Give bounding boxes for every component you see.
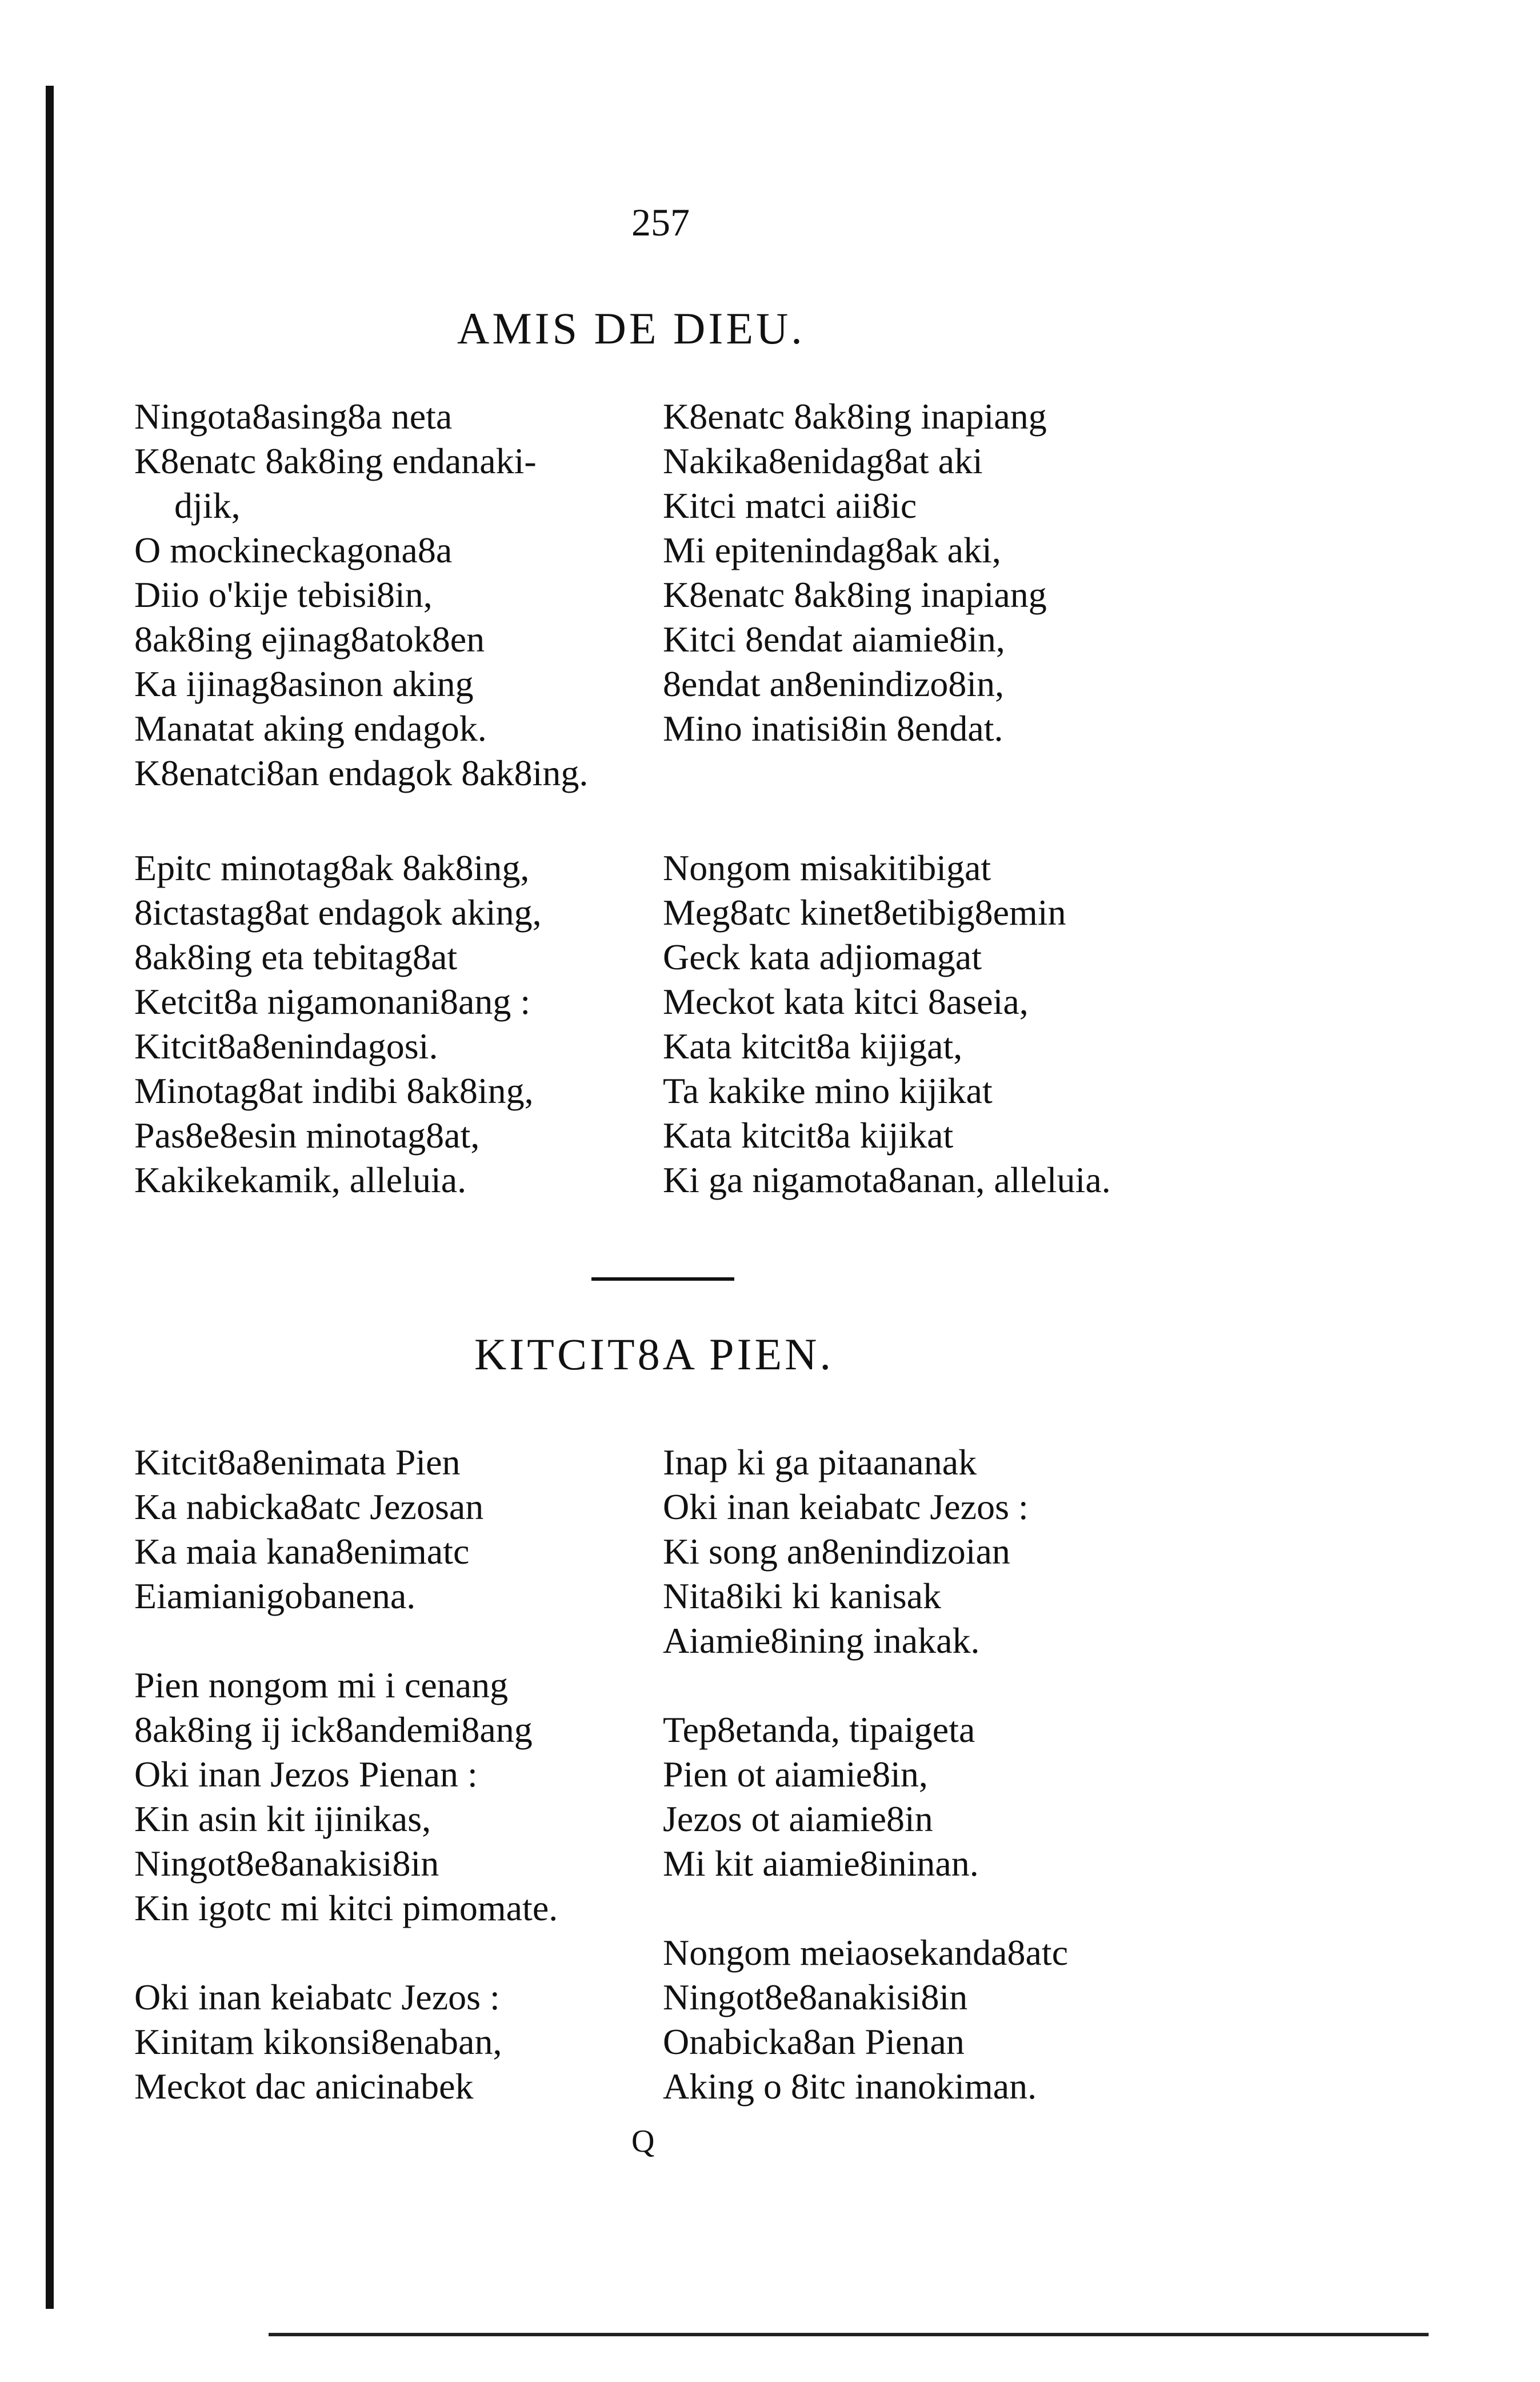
hymn1-stanza1-right-line-8: Mino inatisi8in 8endat. [663, 708, 1003, 749]
hymn1-stanza2-right-line-5: Kata kitcit8a kijigat, [663, 1026, 963, 1066]
hymn2-right-line-11 [663, 1886, 1068, 1931]
hymn2-left-line-5 [134, 1618, 558, 1663]
hymn2-right-line-14: Onabicka8an Pienan [663, 2021, 965, 2062]
hymn2-left-line-2: Ka nabicka8atc Jezosan [134, 1486, 484, 1527]
hymn1-stanza1-left-line-6: 8ak8ing ejinag8atok8en [134, 619, 485, 660]
page-number: 257 [631, 201, 690, 244]
hymn2-right-line-2: Oki inan keiabatc Jezos : [663, 1486, 1029, 1527]
hymn1-stanza2-right-line-7: Kata kitcit8a kijikat [663, 1115, 954, 1156]
hymn1-stanza2-right-line-3: Geck kata adjiomagat [663, 937, 982, 977]
hymn2-left-column [134, 1440, 558, 2109]
hymn2-left-line-10: Ningot8e8anakisi8in [134, 1843, 439, 1884]
hymn2-left-line-13: Oki inan keiabatc Jezos : [134, 1977, 500, 2017]
hymn1-stanza1-right-line-6: Kitci 8endat aiamie8in, [663, 619, 1005, 660]
hymn2-left-line-6: Pien nongom mi i cenang [134, 1665, 509, 1705]
hymn1-stanza1-left-line-5: Diio o'kije tebisi8in, [134, 574, 433, 615]
hymn1-stanza2-right-line-8: Ki ga nigamota8anan, alleluia. [663, 1160, 1111, 1200]
hymn2-left-line-12 [134, 1931, 558, 1975]
hymn2-right-line-7: Tep8etanda, tipaigeta [663, 1709, 975, 1750]
hymn1-stanza1-left-line-8: Manatat aking endagok. [134, 708, 487, 749]
section-title-amis-de-dieu: AMIS DE DIEU. [457, 303, 805, 353]
hymn2-right-line-3: Ki song an8enindizoian [663, 1531, 1010, 1572]
hymn1-stanza2-left-line-7: Pas8e8esin minotag8at, [134, 1115, 480, 1156]
bottom-rule [269, 2333, 1429, 2336]
hymn1-stanza2-right-line-1: Nongom misakitibigat [663, 848, 991, 888]
hymn2-left-line-11: Kin igotc mi kitci pimomate. [134, 1888, 558, 1928]
section-divider [591, 1277, 734, 1281]
hymn1-stanza2-left-line-6: Minotag8at indibi 8ak8ing, [134, 1070, 534, 1111]
hymn2-right-line-12: Nongom meiaosekanda8atc [663, 1932, 1069, 1973]
hymn1-stanza2-left-line-8: Kakikekamik, alleluia. [134, 1160, 467, 1200]
hymn2-right-line-1: Inap ki ga pitaananak [663, 1442, 977, 1482]
hymn1-stanza2-left-line-5: Kitcit8a8enindagosi. [134, 1026, 438, 1066]
hymn1-stanza1-left-column [134, 394, 588, 796]
hymn1-stanza2-right-line-2: Meg8atc kinet8etibig8emin [663, 892, 1066, 933]
hymn1-stanza2-right-line-4: Meckot kata kitci 8aseia, [663, 981, 1029, 1022]
hymn2-right-line-5: Aiamie8ining inakak. [663, 1620, 980, 1661]
section-title-kitcit8a-pien: KITCIT8A PIEN. [474, 1329, 834, 1379]
binding-edge [46, 86, 54, 2309]
hymn1-stanza2-left-column [134, 846, 542, 1202]
hymn2-left-line-3: Ka maia kana8enimatc [134, 1531, 470, 1572]
signature-mark: Q [631, 2124, 655, 2159]
hymn2-left-line-1: Kitcit8a8enimata Pien [134, 1442, 461, 1482]
hymn1-stanza1-left-line-2: K8enatc 8ak8ing endanaki- [134, 441, 537, 481]
hymn1-stanza1-right-column [663, 394, 1047, 751]
hymn1-stanza2-right-line-6: Ta kakike mino kijikat [663, 1070, 993, 1111]
hymn1-stanza1-left-line-3: djik, [174, 485, 241, 526]
hymn2-left-line-7: 8ak8ing ij ick8andemi8ang [134, 1709, 533, 1750]
hymn1-stanza2-left-line-4: Ketcit8a nigamonani8ang : [134, 981, 531, 1022]
hymn1-stanza2-left-line-3: 8ak8ing eta tebitag8at [134, 937, 458, 977]
hymn1-stanza1-left-line-4: O mockineckagona8a [134, 530, 453, 570]
hymn1-stanza1-right-line-3: Kitci matci aii8ic [663, 485, 917, 526]
hymn2-right-line-15: Aking o 8itc inanokiman. [663, 2066, 1037, 2107]
hymn1-stanza1-right-line-7: 8endat an8enindizo8in, [663, 664, 1005, 704]
hymn2-right-line-10: Mi kit aiamie8ininan. [663, 1843, 979, 1884]
hymn2-right-line-6 [663, 1663, 1068, 1708]
hymn2-right-line-13: Ningot8e8anakisi8in [663, 1977, 968, 2017]
hymn2-right-column [663, 1440, 1068, 2109]
hymn1-stanza2-right-column [663, 846, 1111, 1202]
hymn1-stanza1-right-line-2: Nakika8enidag8at aki [663, 441, 983, 481]
hymn1-stanza1-right-line-4: Mi epitenindag8ak aki, [663, 530, 1001, 570]
hymn1-stanza1-left-line-1: Ningota8asing8a neta [134, 396, 453, 437]
hymn2-right-line-4: Nita8iki ki kanisak [663, 1576, 942, 1616]
hymn2-left-line-4: Eiamianigobanena. [134, 1576, 416, 1616]
hymn1-stanza1-left-line-7: Ka ijinag8asinon aking [134, 664, 474, 704]
hymn1-stanza2-left-line-1: Epitc minotag8ak 8ak8ing, [134, 848, 530, 888]
hymn2-right-line-9: Jezos ot aiamie8in [663, 1799, 933, 1839]
hymn2-left-line-15: Meckot dac anicinabek [134, 2066, 474, 2107]
hymn1-stanza2-left-line-2: 8ictastag8at endagok aking, [134, 892, 542, 933]
hymn1-stanza1-left-line-9: K8enatci8an endagok 8ak8ing. [134, 753, 589, 793]
hymn1-stanza1-right-line-1: K8enatc 8ak8ing inapiang [663, 396, 1047, 437]
hymn2-left-line-14: Kinitam kikonsi8enaban, [134, 2021, 502, 2062]
hymn2-left-line-9: Kin asin kit ijinikas, [134, 1799, 431, 1839]
hymn2-right-line-8: Pien ot aiamie8in, [663, 1754, 928, 1795]
hymn1-stanza1-right-line-5: K8enatc 8ak8ing inapiang [663, 574, 1047, 615]
hymn2-left-line-8: Oki inan Jezos Pienan : [134, 1754, 478, 1795]
